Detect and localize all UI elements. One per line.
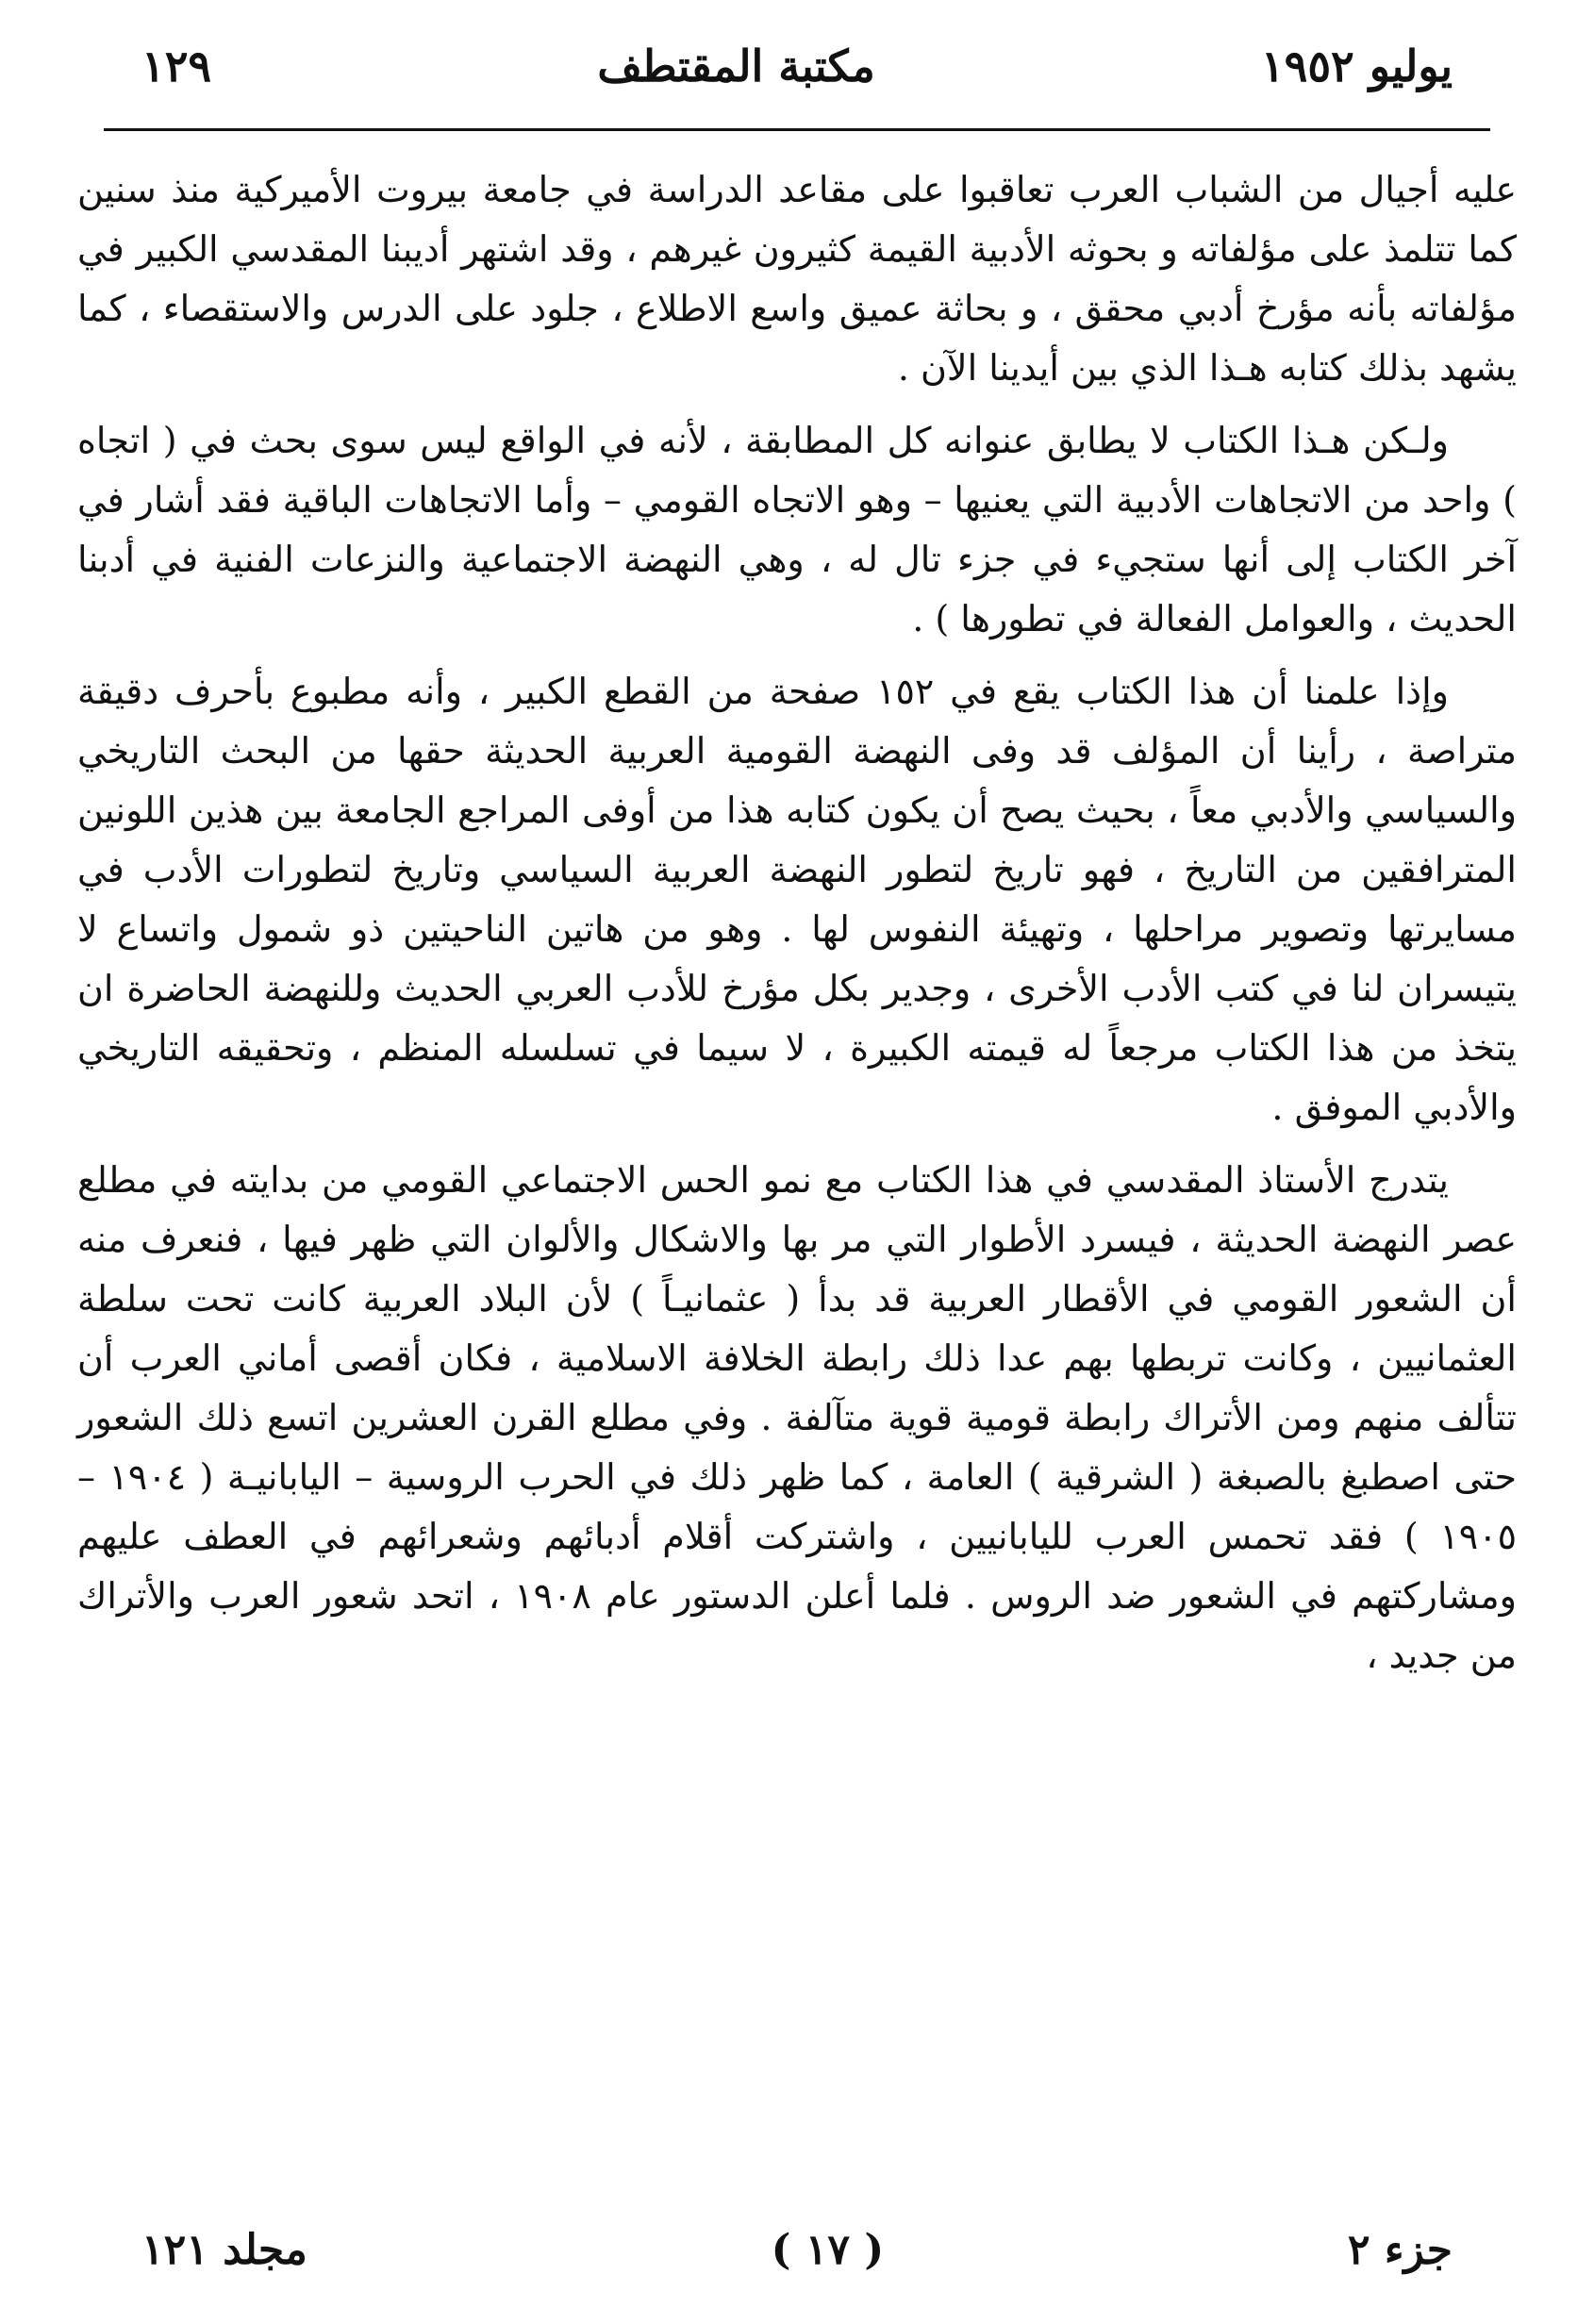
- paragraph-2: ولـكن هـذا الكتاب لا يطابق عنوانه كل المطابقة ، لأنه في الواقع ليس سوى بحث في ( اتجاه ) واحد من الاتجاهات الأدبية التي يعنيها – وهو الاتجاه القومي – وأما الاتجاهات الباقية فقد أشار في آخر الكتاب إلى أنها ستجيء في جزء تال له ، وهي النهضة الاجتماعية والنزعات الفنية في أدبنا الحديث ، والعوامل الفعالة في تطورها ) .: [77, 420, 1517, 639]
- header-date: يوليو ١٩٥٢: [1260, 41, 1453, 91]
- footer-part: جزء ٢: [1347, 2225, 1453, 2274]
- footer-volume: مجلد ١٢١: [141, 2225, 307, 2274]
- header-page-number: ١٢٩: [141, 41, 212, 91]
- paragraph-3: وإذا علمنا أن هذا الكتاب يقع في ١٥٢ صفحة من القطع الكبير ، وأنه مطبوع بأحرف دقيقة متراصة ، رأينا أن المؤلف قد وفى النهضة القومية العربية الحديثة حقها من البحث التاريخي والسياسي والأدبي معاً ، بحيث يصح أن يكون كتابه هذا من أوفى المراجع الجامعة بين هذين اللونين المترافقين من التاريخ ، فهو تاريخ لتطور النهضة العربية السياسي وتاريخ لتطورات الأدب في مسايرتها وتصوير مراحلها ، وتهيئة النفوس لها . وهو من هاتين الناحيتين ذو شمول واتساع لا يتيسران لنا في كتب الأدب الأخرى ، وجدير بكل مؤرخ للأدب العربي الحديث وللنهضة الحاضرة ان يتخذ من هذا الكتاب مرجعاً له قيمته الكبيرة ، لا سيما في تسلسله المنظم ، وتحقيقه التاريخي والأدبي الموفق .: [77, 671, 1517, 1128]
- paragraph-1: عليه أجيال من الشباب العرب تعاقبوا على مقاعد الدراسة في جامعة بيروت الأميركية منذ سنين كما تتلمذ على مؤلفاته و بحوثه الأدبية القيمة كثيرون غيرهم ، وقد اشتهر أديبنا المقدسي الكبير في مؤلفاته بأنه مؤرخ أدبي محقق ، و بحاثة عميق واسع الاطلاع ، جلود على الدرس والاستقصاء ، كما يشهد بذلك كتابه هـذا الذي بين أيدينا الآن .: [77, 169, 1517, 389]
- page-footer: [141, 2212, 1453, 2287]
- header-divider: [104, 128, 1490, 131]
- paragraph-4: يتدرج الأستاذ المقدسي في هذا الكتاب مع نمو الحس الاجتماعي القومي من بدايته في مطلع عصر النهضة الحديثة ، فيسرد الأطوار التي مر بها والاشكال والألوان التي ظهر فيها ، فنعرف منه أن الشعور القومي في الأقطار العربية قد بدأ ( عثمانيـاً ) لأن البلاد العربية كانت تحت سلطة العثمانيين ، وكانت تربطها بهم عدا ذلك رابطة الخلافة الاسلامية ، فكان أقصى أماني العرب أن تتألف منهم ومن الأتراك رابطة قومية قوية متآلفة . وفي مطلع القرن العشرين اتسع ذلك الشعور حتى اصطبغ بالصبغة ( الشرقية ) العامة ، كما ظهر ذلك في الحرب الروسية – اليابانيـة ( ١٩٠٤ – ١٩٠٥ ) فقد تحمس العرب لليابانيين ، واشتركت أقلام أدبائهم وشعرائهم في العطف عليهم ومشاركتهم في الشعور ضد الروس . فلما أعلن الدستور عام ١٩٠٨ ، اتحد شعور العرب والأتراك من جديد ،: [77, 1159, 1518, 1676]
- header-section-title: مكتبة المقتطف: [597, 41, 875, 91]
- page-header: [141, 28, 1453, 104]
- footer-issue-number: ( ١٧ ): [771, 2225, 885, 2274]
- article-body: [77, 160, 1517, 1685]
